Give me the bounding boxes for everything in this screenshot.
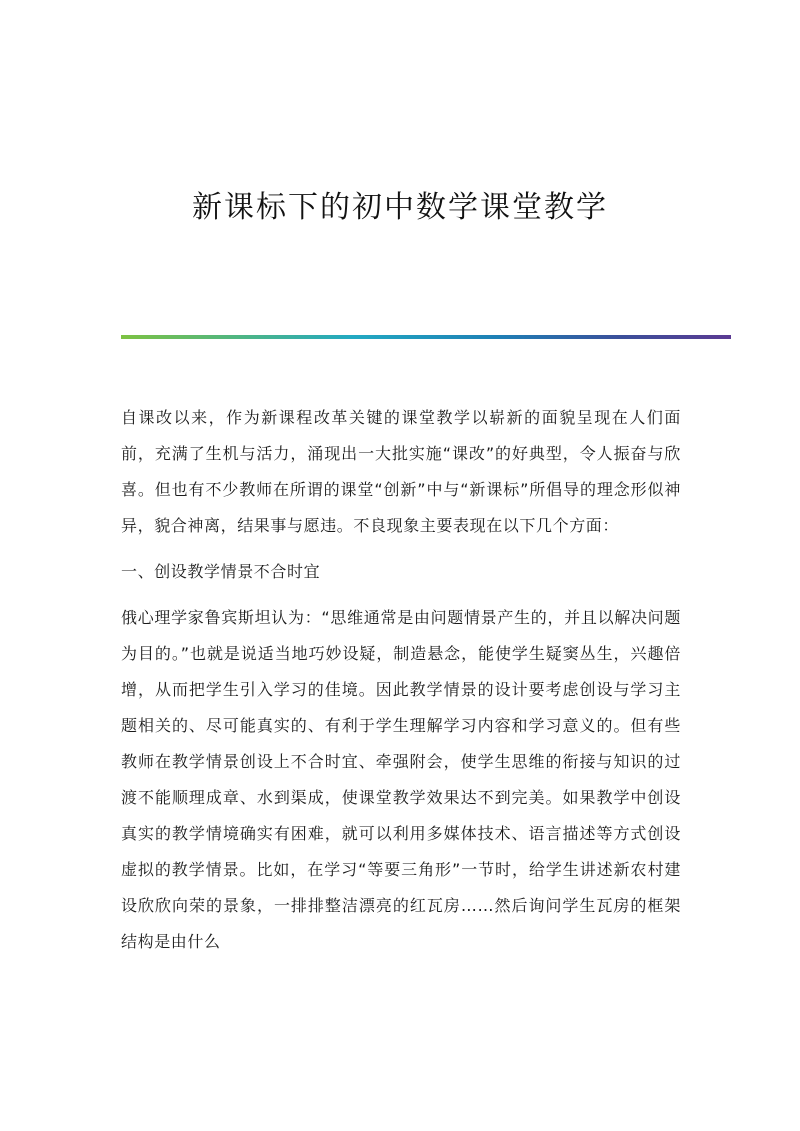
document-title: 新课标下的初中数学课堂教学	[192, 190, 608, 225]
section-paragraph: 俄心理学家鲁宾斯坦认为：“思维通常是由问题情景产生的，并且以解决问题为目的。”也就是说适当地巧妙设疑，制造悬念，能使学生疑窦丛生，兴趣倍增，从而把学生引入学习的佳境。因此教学情景的设计要考虑创设与学习主题相关的、尽可能真实的、有利于学生理解学习内容和学习意义的。但有些教师在教学情景创设上不合时宜、牵强附会，使学生思维的衔接与知识的过渡不能顺理成章、水到渠成，使课堂教学效果达不到完美。如果教学中创设真实的教学情境确实有困难，就可以利用多媒体技术、语言描述等方式创设虚拟的教学情景。比如，在学习“等要三角形”一节时，给学生讲述新农村建设欣欣向荣的景象，一排排整洁漂亮的红瓦房……然后询问学生瓦房的框架结构是由什么	[121, 608, 681, 951]
intro-paragraph: 自课改以来，作为新课程改革关键的课堂教学以崭新的面貌呈现在人们面前，充满了生机与活力，涌现出一大批实施“课改”的好典型，令人振奋与欣喜。但也有不少教师在所谓的课堂“创新”中与“新课标”所倡导的理念形似神异，貌合神离，结果事与愿违。不良现象主要表现在以下几个方面：	[121, 408, 681, 535]
title-divider	[121, 335, 731, 339]
document-body	[121, 400, 681, 970]
section-heading: 一、创设教学情景不合时宜	[121, 562, 321, 581]
